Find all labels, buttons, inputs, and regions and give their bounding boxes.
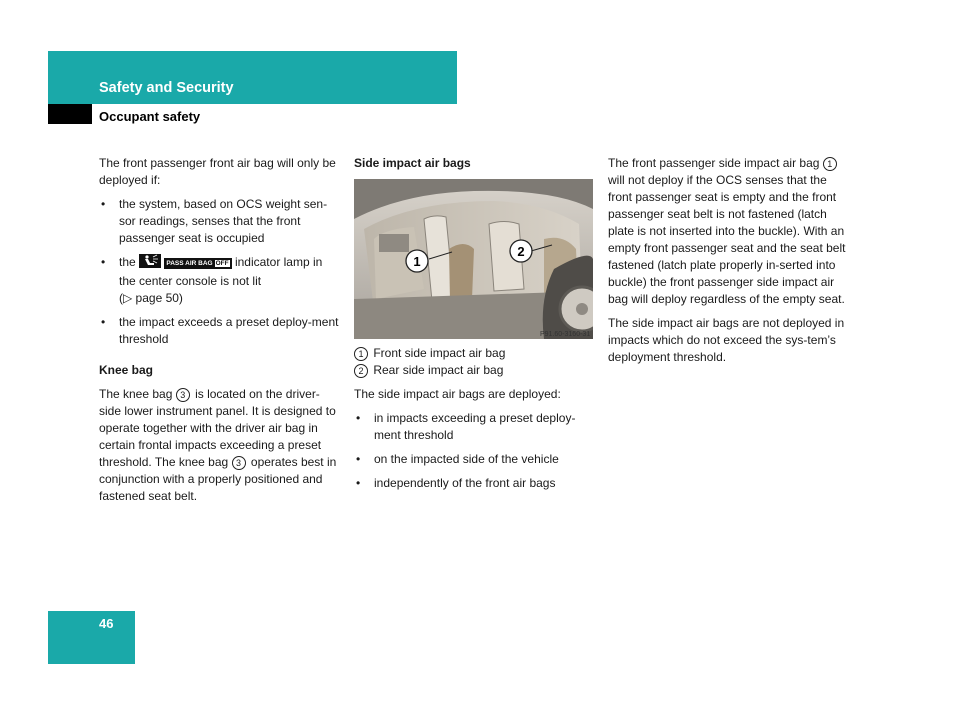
callout-1-icon: 1 xyxy=(354,347,368,361)
figure-callout-1: 1 xyxy=(413,254,421,269)
list-item: • the system, based on OCS weight sen-sor readings, senses that the front passenger seat is occupied xyxy=(101,197,328,245)
page-number: 46 xyxy=(99,616,114,631)
figure-callout-2: 2 xyxy=(517,244,525,259)
section-marker xyxy=(48,104,92,124)
subsection-title: Occupant safety xyxy=(99,109,201,124)
front-airbag-intro: The front passenger front air bag will only be deployed if: xyxy=(99,156,336,187)
list-item: • the PASS AIR BAG OFF indicator lamp in the center console is not lit (▷ page 50) xyxy=(101,255,323,305)
callout-1-icon: 1 xyxy=(823,157,837,171)
list-item: • on the impacted side of the vehicle xyxy=(356,452,559,466)
pass-airbag-off-indicator: PASS AIR BAG OFF xyxy=(164,258,231,269)
side-airbag-paragraph-1: The front passenger side impact air bag 1 will not deploy if the OCS senses that the front passenger seat is empty and the front passenger seat belt is not fastened (latch plate is not inserted into the buckle). With an empty front passenger seat and the seat belt fastened (latch plate properly in-serted into buckle) the front passenger side impact air bag will deploy regardless of the empty seat. xyxy=(608,156,846,306)
page-reference[interactable]: (▷ page 50) xyxy=(119,291,183,305)
list-item: • independently of the front air bags xyxy=(356,476,556,490)
side-airbag-deploy-list xyxy=(354,410,594,492)
list-item: • in impacts exceeding a preset deploy-ment threshold xyxy=(356,411,576,442)
column-2 xyxy=(354,155,594,499)
header-bar xyxy=(48,51,457,104)
column-1 xyxy=(99,155,339,512)
car-interior-photo xyxy=(354,179,593,339)
callout-3-icon: 3 xyxy=(232,456,246,470)
section-title: Safety and Security xyxy=(99,80,234,96)
knee-bag-paragraph: The knee bag 3 is located on the driver-side lower instrument panel. It is designed to operate together with the driver air bag in certain frontal impacts exceeding a preset threshold. The knee bag 3 operates best in conjunction with a properly positioned and fastened seat belt. xyxy=(99,387,337,503)
legend-item-2: 2 Rear side impact air bag xyxy=(354,362,594,379)
callout-3-icon: 3 xyxy=(176,388,190,402)
front-airbag-conditions xyxy=(99,196,339,348)
callout-2-icon: 2 xyxy=(354,364,368,378)
side-airbags-heading: Side impact air bags xyxy=(354,156,471,170)
legend-item-1: 1 Front side impact air bag xyxy=(354,345,594,362)
airbag-occupant-icon xyxy=(139,254,161,273)
column-3 xyxy=(608,155,848,373)
page-number-box xyxy=(48,611,135,664)
figure-code: P91.60-3160-31 xyxy=(540,331,591,338)
side-airbag-paragraph-2: The side impact air bags are not deployed in impacts which do not exceed the sys-tem’s deployment threshold. xyxy=(608,316,845,364)
knee-bag-heading: Knee bag xyxy=(99,363,154,377)
figure-legend xyxy=(354,345,594,379)
deployed-intro: The side impact air bags are deployed: xyxy=(354,387,561,401)
list-item: • the impact exceeds a preset deploy-ment threshold xyxy=(101,315,339,346)
